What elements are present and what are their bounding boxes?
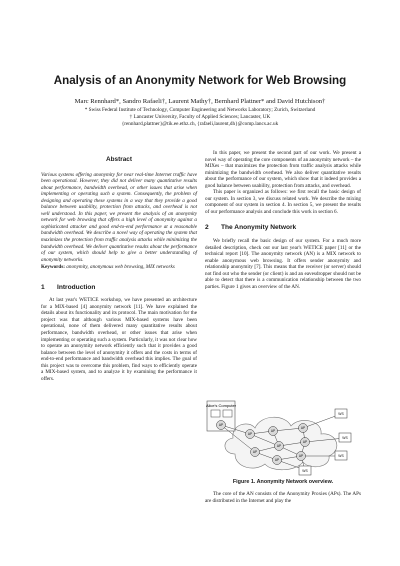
- alice-computer-label: Alice's Computer: [205, 403, 237, 408]
- ap-label: AP: [218, 423, 224, 428]
- ws-label: WS: [338, 454, 344, 458]
- section-2-heading: [205, 225, 361, 232]
- affiliation-2: † Lancaster University, Faculty of Applied Sciences; Lancaster, UK: [129, 114, 271, 120]
- section-1-title: Introduction: [57, 283, 96, 291]
- section-2-text: We briefly recall the basic design of our system. For a much more detailed description, check out our last year's WETICE paper [11] or the technical report [10]. The anonymity network (AN) is a MIX network to enable anonymous web browsing. It offers sender anonymity and relationship anonymity [7]. This means that the receiver (or server) should not find out who the sender (or client) is and an eavesdropper should not be able to detect that there is a communication relationship between the two parties. Figure 1 gives an overview of the AN.: [205, 238, 361, 290]
- intro-paragraph-2: This paper is organized as follows: we first recall the basic design of our system. In section 3, we discuss related work. We describe the mixing component of our system in section 4. In section 5, we present the results of our performance analysis and conclude this work in section 6.: [205, 189, 361, 215]
- browser-window-icon: [223, 410, 232, 417]
- ap-label: AP: [270, 429, 276, 434]
- ws-label: WS: [302, 469, 308, 473]
- ap-label: AP: [252, 450, 258, 455]
- client-computer-icon: [211, 410, 220, 417]
- author-emails: {rennhard,plattner}@tik.ee.ethz.ch, {rafaeli,laurent,dh}@comp.lancs.ac.uk: [121, 121, 279, 127]
- keywords-label: Keywords:: [41, 264, 65, 271]
- ap-label: AP: [302, 440, 308, 445]
- paper-title: Analysis of an Anonymity Network for Web Browsing: [53, 74, 347, 87]
- ap-label: AP: [247, 432, 253, 437]
- figure-1-caption: Figure 1. Anonymity Network overview.: [232, 479, 334, 485]
- section-2-title: The Anonymity Network: [221, 224, 297, 232]
- keywords-text: anonymity, anonymous web browsing, MIX networks: [66, 264, 175, 271]
- affiliation-1: * Swiss Federal Institute of Technology, Computer Engineering and Networks Laboratory; Zurich, Switzerland: [84, 107, 316, 113]
- section-1-text: At last year's WETICE workshop, we have presented an architecture for a MIX-based [4] anonymity network [11]. We have explained the details about its functionality and its protocol. The main motivation for the project was that although various MIX-based systems have been operational, none of them delivered many quantitative results about performance, bandwidth overhead, or other issues that arise when implementing or operating such a system. Particularly, it was not clear how to operate an anonymity network efficiently such that it provides a good balance between the level of anonymity it offers and the costs in terms of end-to-end performance and bandwidth overhead this implies. The goal of this project was to overcome this problem, find ways to efficiently operate a MIX-based system, and to analyze it by examining the performance it offers.: [41, 297, 197, 382]
- section-1-heading: [41, 285, 197, 292]
- ap-label: AP: [300, 426, 306, 431]
- right-column-continued: [205, 491, 361, 504]
- ap-label: AP: [274, 458, 280, 463]
- ap-label: AP: [276, 444, 282, 449]
- section-2-number: 2: [205, 224, 209, 232]
- author-list: Marc Rennhard*, Sandro Rafaeli†, Laurent Mathy†, Bernhard Plattner* and David Hutchison†: [74, 98, 326, 105]
- ap-label: AP: [298, 454, 304, 459]
- abstract-text: Various systems offering anonymity for near real-time Internet traffic have been operational. However, they did not deliver many quantitative results about performance, bandwidth overhead, or other issues that arise when implementing or operating such a system. Consequently, the problem of designing and operating these systems in a way that they provide a good balance between usability, protection from attacks, and overhead is not well understood. In this paper, we present the analysis of an anonymity network for web browsing that offers a high level of anonymity against a sophisticated attacker and good end-to-end performance at a reasonable bandwidth overhead. We describe a novel way of operating the system that maximizes the protection from traffic analysis attacks while minimizing the bandwidth overhead. We deliver quantitative results about the performance of our system, which should help to give a better understanding of anonymity networks.: [41, 171, 197, 263]
- intro-paragraph-1: In this paper, we present the second part of our work. We present a novel way of operating the core components of an anonymity network – the MIXes – that maximizes the protection from traffic analysis attacks while minimizing the bandwidth overhead. We also deliver quantitative results about the performance of our system, which show that it indeed provides a good balance between usability, protection from attacks, and overhead.: [205, 150, 361, 189]
- right-column: [205, 150, 361, 290]
- after-figure-text: The core of the AN consists of the Anonymity Proxies (APs). The APs are distributed in the Internet and play the: [205, 491, 361, 504]
- section-1-number: 1: [41, 283, 45, 291]
- left-column: [41, 150, 197, 382]
- ws-label: WS: [342, 436, 348, 440]
- ws-label: WS: [338, 412, 344, 416]
- abstract-heading: Abstract: [106, 156, 132, 163]
- figure-1-diagram: [205, 398, 361, 476]
- keywords: [41, 264, 197, 271]
